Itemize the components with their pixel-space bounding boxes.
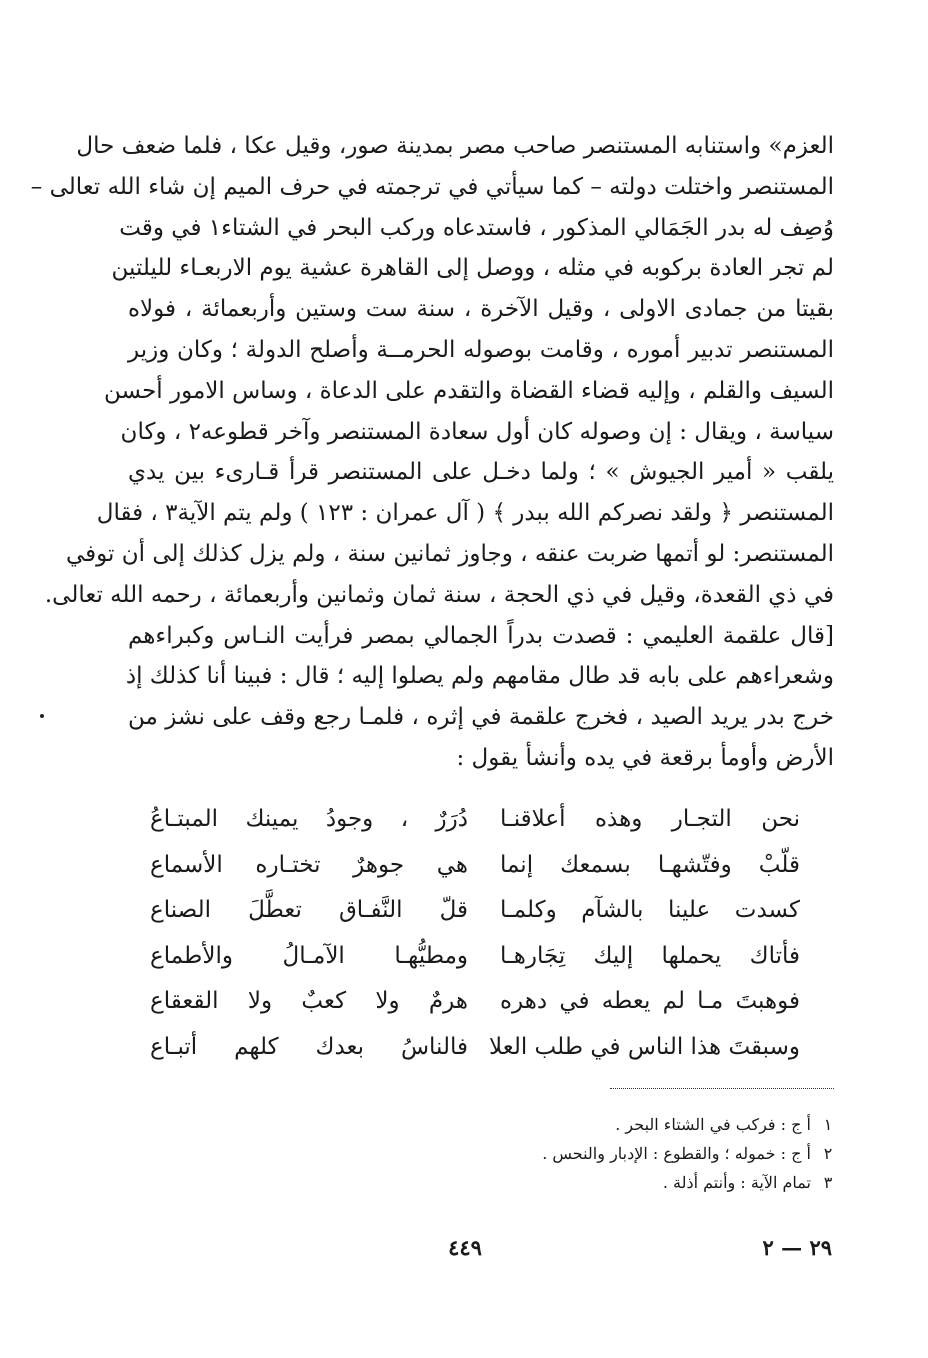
text-line: المستنصر ﴿ ولقد نصركم الله ببدر ﴾ ( آل عمران : ١٢٣ ) ولم يتم الآية٣ ، فقال <box>96 500 834 527</box>
poem-verse <box>150 1025 800 1071</box>
verse-first-hemistich: وسبقتَ هذا الناس في طلب العلا <box>489 1033 800 1060</box>
text-line: بقيتا من جمادى الاولى ، وقيل الآخرة ، سنة ست وستين وأربعمائة ، فولاه <box>128 296 834 323</box>
print-speck <box>40 714 44 718</box>
text-line: السيف والقلم ، وإليه قضاء القضاة والتقدم على الدعاة ، وساس الامور أحسن <box>104 377 834 404</box>
footnote <box>380 1168 835 1197</box>
footnote-text: أ ج : فركب في الشتاء البحر . <box>615 1115 811 1134</box>
verse-second-hemistich: هي جوهرٌ تختـاره الأسماع <box>150 851 468 878</box>
footnote-text: تمام الآية : وأنتم أذلة . <box>662 1173 811 1192</box>
footnote-number: ٣ <box>823 1173 833 1192</box>
text-line: لم تجر العادة بركوبه في مثله ، ووصل إلى القاهرة عشية يوم الاربعـاء لليلتين <box>111 255 834 282</box>
text-line: في ذي القعدة، وقيل في ذي الحجة ، سنة ثمان وثمانين وأربعمائة ، رحمه الله تعالى. <box>44 581 834 608</box>
poem-verse <box>150 934 800 980</box>
footnote-number: ١ <box>823 1115 833 1134</box>
text-line: [قال علقمة العليمي : قصدت بدراً الجمالي بمصر فرأيت النـاس وكبراءهم <box>128 622 834 649</box>
footnote-text: أ ج : خموله ؛ والقطوع : الإدبار والنحس . <box>542 1144 811 1163</box>
text-line: المستنصر تدبير أموره ، وقامت بوصوله الحرمــة وأصلح الدولة ؛ وكان وزير <box>128 336 834 363</box>
verse-second-hemistich: هرمٌ ولا كعبٌ ولا القعقاع <box>150 988 468 1015</box>
verse-first-hemistich: قلّبْ وفتّشهـا بسمعك إنما <box>500 851 800 878</box>
poem-verse <box>150 797 800 843</box>
poem-verse <box>150 843 800 889</box>
page-number: ٤٤٩ <box>448 1235 482 1260</box>
text-line: خرج بدر يريد الصيد ، فخرج علقمة في إثره ، فلمـا رجع وقف على نشز من <box>128 704 834 731</box>
footnote <box>380 1139 835 1168</box>
verse-second-hemistich: ومطيُّهـا الآمـالُ والأطماع <box>150 942 468 969</box>
printer-signature: ٢٩ — ٢ <box>762 1235 832 1260</box>
verse-second-hemistich: فالناسُ بعدك كلهم أتبـاع <box>150 1033 468 1060</box>
text-line: المستنصر: لو أتمها ضربت عنقه ، وجاوز ثمانين سنة ، ولم يزل كذلك إلى أن توفي <box>66 540 834 567</box>
footnote <box>380 1110 835 1139</box>
main-text-block <box>30 126 834 779</box>
footnote-divider <box>610 1088 834 1089</box>
poem-block <box>150 797 800 1071</box>
text-line: الأرض وأومأ برقعة في يده وأنشأ يقول : <box>456 744 834 771</box>
verse-first-hemistich: فوهبتَ مـا لم يعطه في دهره <box>500 988 800 1015</box>
verse-first-hemistich: فأتاك يحملها إليك تِجَارهـا <box>500 942 800 969</box>
text-line: وشعراءهم على بابه قد طال مقامهم ولم يصلوا إليه ؛ قال : فبينا أنا كذلك إذ <box>125 663 834 690</box>
text-line: يلقب « أمير الجيوش » ؛ ولما دخـل على المستنصر قرأ قـارىء بين يدي <box>128 459 834 486</box>
verse-second-hemistich: دُرَرٌ ، وجودُ يمينك المبتـاعُ <box>150 806 468 832</box>
footnotes-block <box>380 1110 835 1197</box>
poem-verse <box>150 979 800 1025</box>
text-line: المستنصر واختلت دولته – كما سيأتي في ترجمته في حرف الميم إن شاء الله تعالى – <box>30 173 834 200</box>
footnote-number: ٢ <box>823 1144 833 1163</box>
poem-verse <box>150 888 800 934</box>
verse-first-hemistich: كسدت علينا بالشآم وكلمـا <box>500 897 800 924</box>
verse-first-hemistich: نحن التجـار وهذه أعلاقنـا <box>500 806 800 832</box>
text-line: سياسة ، ويقال : إن وصوله كان أول سعادة المستنصر وآخر قطوعه٢ ، وكان <box>120 418 834 445</box>
text-line: العزم» واستنابه المستنصر صاحب مصر بمدينة صور، وقيل عكا ، فلما ضعف حال <box>76 133 834 159</box>
text-line: وُصِف له بدر الجَمَالي المذكور ، فاستدعاه وركب البحر في الشتاء١ في وقت <box>119 214 834 241</box>
verse-second-hemistich: قلّ النَّفـاق تعطَّلَ الصناع <box>150 897 468 924</box>
